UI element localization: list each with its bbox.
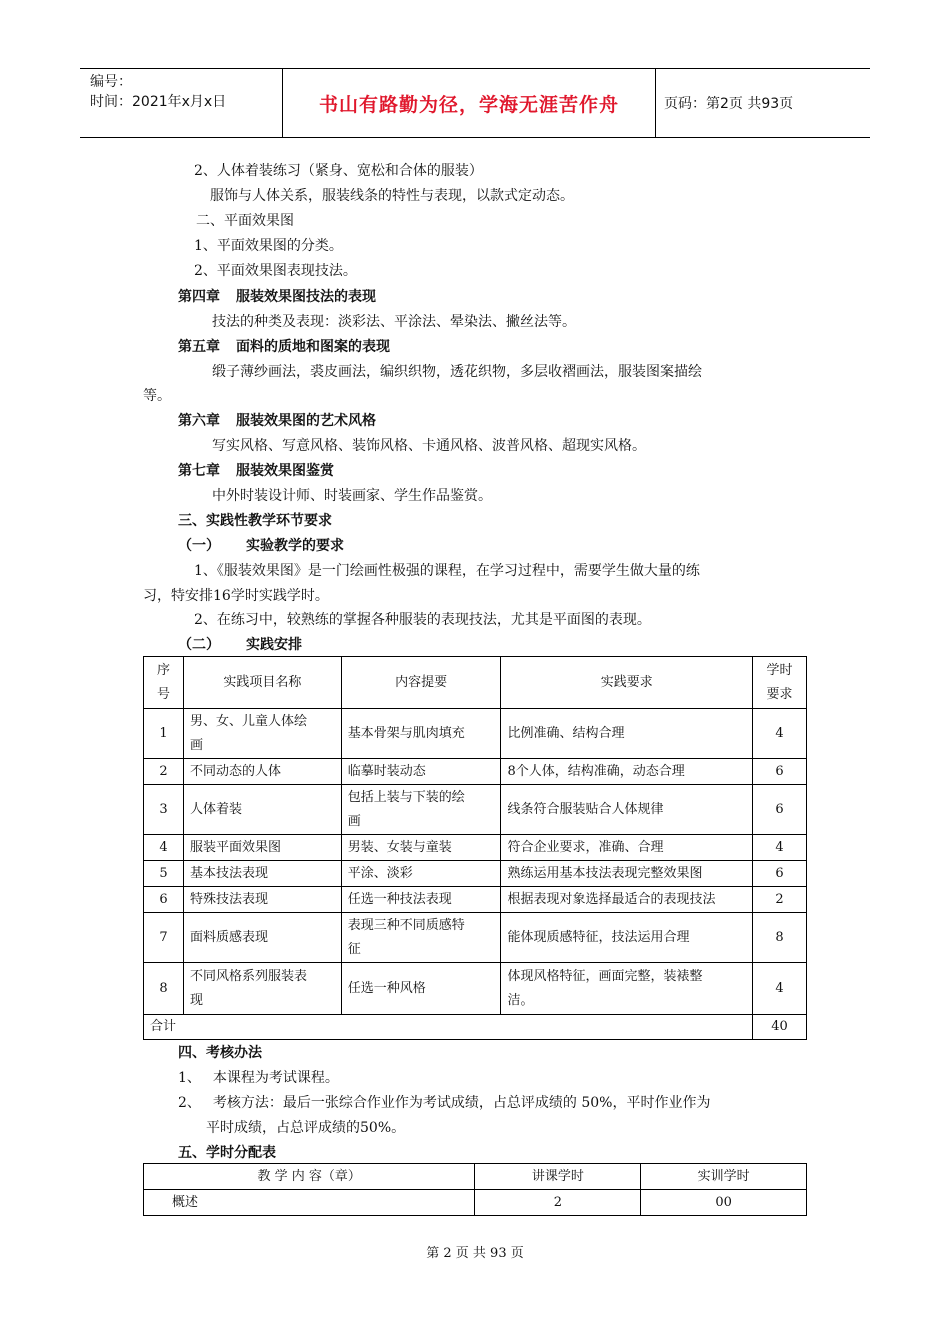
chapter-7-no: 第七章 <box>178 463 220 479</box>
page-header <box>80 68 870 138</box>
page-info: 页码：第2页 共93页 <box>664 96 794 112</box>
line-flat-heading: 二、平面效果图 <box>196 213 294 229</box>
table-row: 7 面料质感表现 表现三种不同质感特 征 能体现质感特征，技法运用合理 8 <box>144 913 807 963</box>
total-hours: 40 <box>753 1015 807 1040</box>
chapter-7-title: 服装效果图鉴赏 <box>236 463 334 479</box>
chapter-7-heading <box>178 462 334 480</box>
time-label: 时间：2021年x月x日 <box>90 94 227 110</box>
table-row: 5 基本技法表现 平涂、淡彩 熟练运用基本技法表现完整效果图 6 <box>144 861 807 887</box>
subsection-2-heading <box>178 636 302 654</box>
hours-table <box>143 1163 807 1216</box>
table-row: 6 特殊技法表现 任选一种技法表现 根据表现对象选择最适合的表现技法 2 <box>144 887 807 913</box>
para-1a: 1、《服装效果图》是一门绘画性极强的课程，在学习过程中，需要学生做大量的练 <box>194 563 700 579</box>
chapter-7-text: 中外时装设计师、时装画家、学生作品鉴赏。 <box>212 488 492 504</box>
chapter-4-no: 第四章 <box>178 289 220 305</box>
line-dressing-desc: 服饰与人体关系，服装线条的特性与表现，以款式定动态。 <box>210 188 574 204</box>
subsection-1-no: （一） <box>178 538 220 554</box>
subsection-1-heading <box>178 537 344 555</box>
assessment-item-2-cont: 平时成绩，占总评成绩的50%。 <box>206 1120 406 1136</box>
chapter-5-title: 面料的质地和图案的表现 <box>236 339 390 355</box>
chapter-6-title: 服装效果图的艺术风格 <box>236 413 376 429</box>
header-hours: 学时 要求 <box>753 657 807 709</box>
practice-table <box>143 656 807 1040</box>
chapter-6-text: 写实风格、写意风格、装饰风格、卡通风格、波普风格、超现实风格。 <box>212 438 646 454</box>
line-flat-1: 1、平面效果图的分类。 <box>194 238 343 254</box>
page-footer: 第 2 页 共 93 页 <box>426 1246 524 1261</box>
header-no: 序 号 <box>144 657 184 709</box>
table-header-row <box>144 657 807 709</box>
chapter-5-no: 第五章 <box>178 339 220 355</box>
code-label: 编号： <box>90 74 132 90</box>
header-name: 实践项目名称 <box>183 657 341 709</box>
chapter-5-heading <box>178 338 390 356</box>
chapter-5-text-b: 等。 <box>143 388 171 404</box>
table-total-row <box>144 1015 807 1040</box>
hours-header-lecture: 讲课学时 <box>475 1164 641 1190</box>
assessment-item-1: 1、 本课程为考试课程。 <box>178 1070 339 1086</box>
table-row: 4 服装平面效果图 男装、女装与童装 符合企业要求，准确、合理 4 <box>144 835 807 861</box>
assessment-heading: 四、考核办法 <box>178 1045 262 1061</box>
chapter-6-no: 第六章 <box>178 413 220 429</box>
row-name: 不同风格系列服装表 现 <box>183 963 341 1015</box>
chapter-4-title: 服装效果图技法的表现 <box>236 289 376 305</box>
motto: 书山有路勤为径，学海无涯苦作舟 <box>282 69 656 137</box>
table-row: 8 不同风格系列服装表 现 任选一种风格 体现风格特征，画面完整，装裱整 洁。 4 <box>144 963 807 1015</box>
chapter-4-text: 技法的种类及表现：淡彩法、平涂法、晕染法、撇丝法等。 <box>212 314 576 330</box>
assessment-item-2: 2、 考核方法：最后一张综合作业作为考试成绩，占总评成绩的 50%，平时作业作为 <box>178 1095 711 1111</box>
subsection-2-no: （二） <box>178 637 220 653</box>
subsection-2-title: 实践安排 <box>246 637 302 653</box>
para-2: 2、在练习中，较熟练的掌握各种服装的表现技法，尤其是平面图的表现。 <box>194 612 651 628</box>
table-row: 3 人体着装 包括上装与下装的绘 画 线条符合服装贴合人体规律 6 <box>144 785 807 835</box>
table-row: 1 男、女、儿童人体绘 画 基本骨架与肌肉填充 比例准确、结构合理 4 <box>144 709 807 759</box>
header-req: 实践要求 <box>501 657 753 709</box>
para-1b: 习，特安排16学时实践学时。 <box>143 588 329 604</box>
line-flat-2: 2、平面效果图表现技法。 <box>194 263 357 279</box>
chapter-4-heading <box>178 288 376 306</box>
hours-header-training: 实训学时 <box>641 1164 807 1190</box>
header-content: 内容提要 <box>341 657 501 709</box>
row-content: 包括上装与下装的绘 画 <box>341 785 501 835</box>
row-req: 体现风格特征，画面完整，装裱整 洁。 <box>501 963 753 1015</box>
line-dressing-practice: 2、人体着装练习（紧身、宽松和合体的服装） <box>194 163 483 179</box>
hours-header-content: 教 学 内 容（章） <box>144 1164 475 1190</box>
chapter-6-heading <box>178 412 376 430</box>
row-content: 表现三种不同质感特 征 <box>341 913 501 963</box>
subsection-1-title: 实验教学的要求 <box>246 538 344 554</box>
section-3-heading: 三、实践性教学环节要求 <box>178 513 332 529</box>
row-name: 男、女、儿童人体绘 画 <box>183 709 341 759</box>
hours-table-heading: 五、学时分配表 <box>178 1145 276 1161</box>
chapter-5-text-a: 缎子薄纱画法，裘皮画法，编织织物，透花织物，多层收褶画法，服装图案描绘 <box>212 364 702 380</box>
table-row: 概述 2 00 <box>144 1190 807 1216</box>
total-label: 合计 <box>144 1015 753 1040</box>
hours-header-row <box>144 1164 807 1190</box>
table-row: 2 不同动态的人体 临摹时装动态 8个人体，结构准确，动态合理 6 <box>144 759 807 785</box>
header-left <box>80 69 282 137</box>
